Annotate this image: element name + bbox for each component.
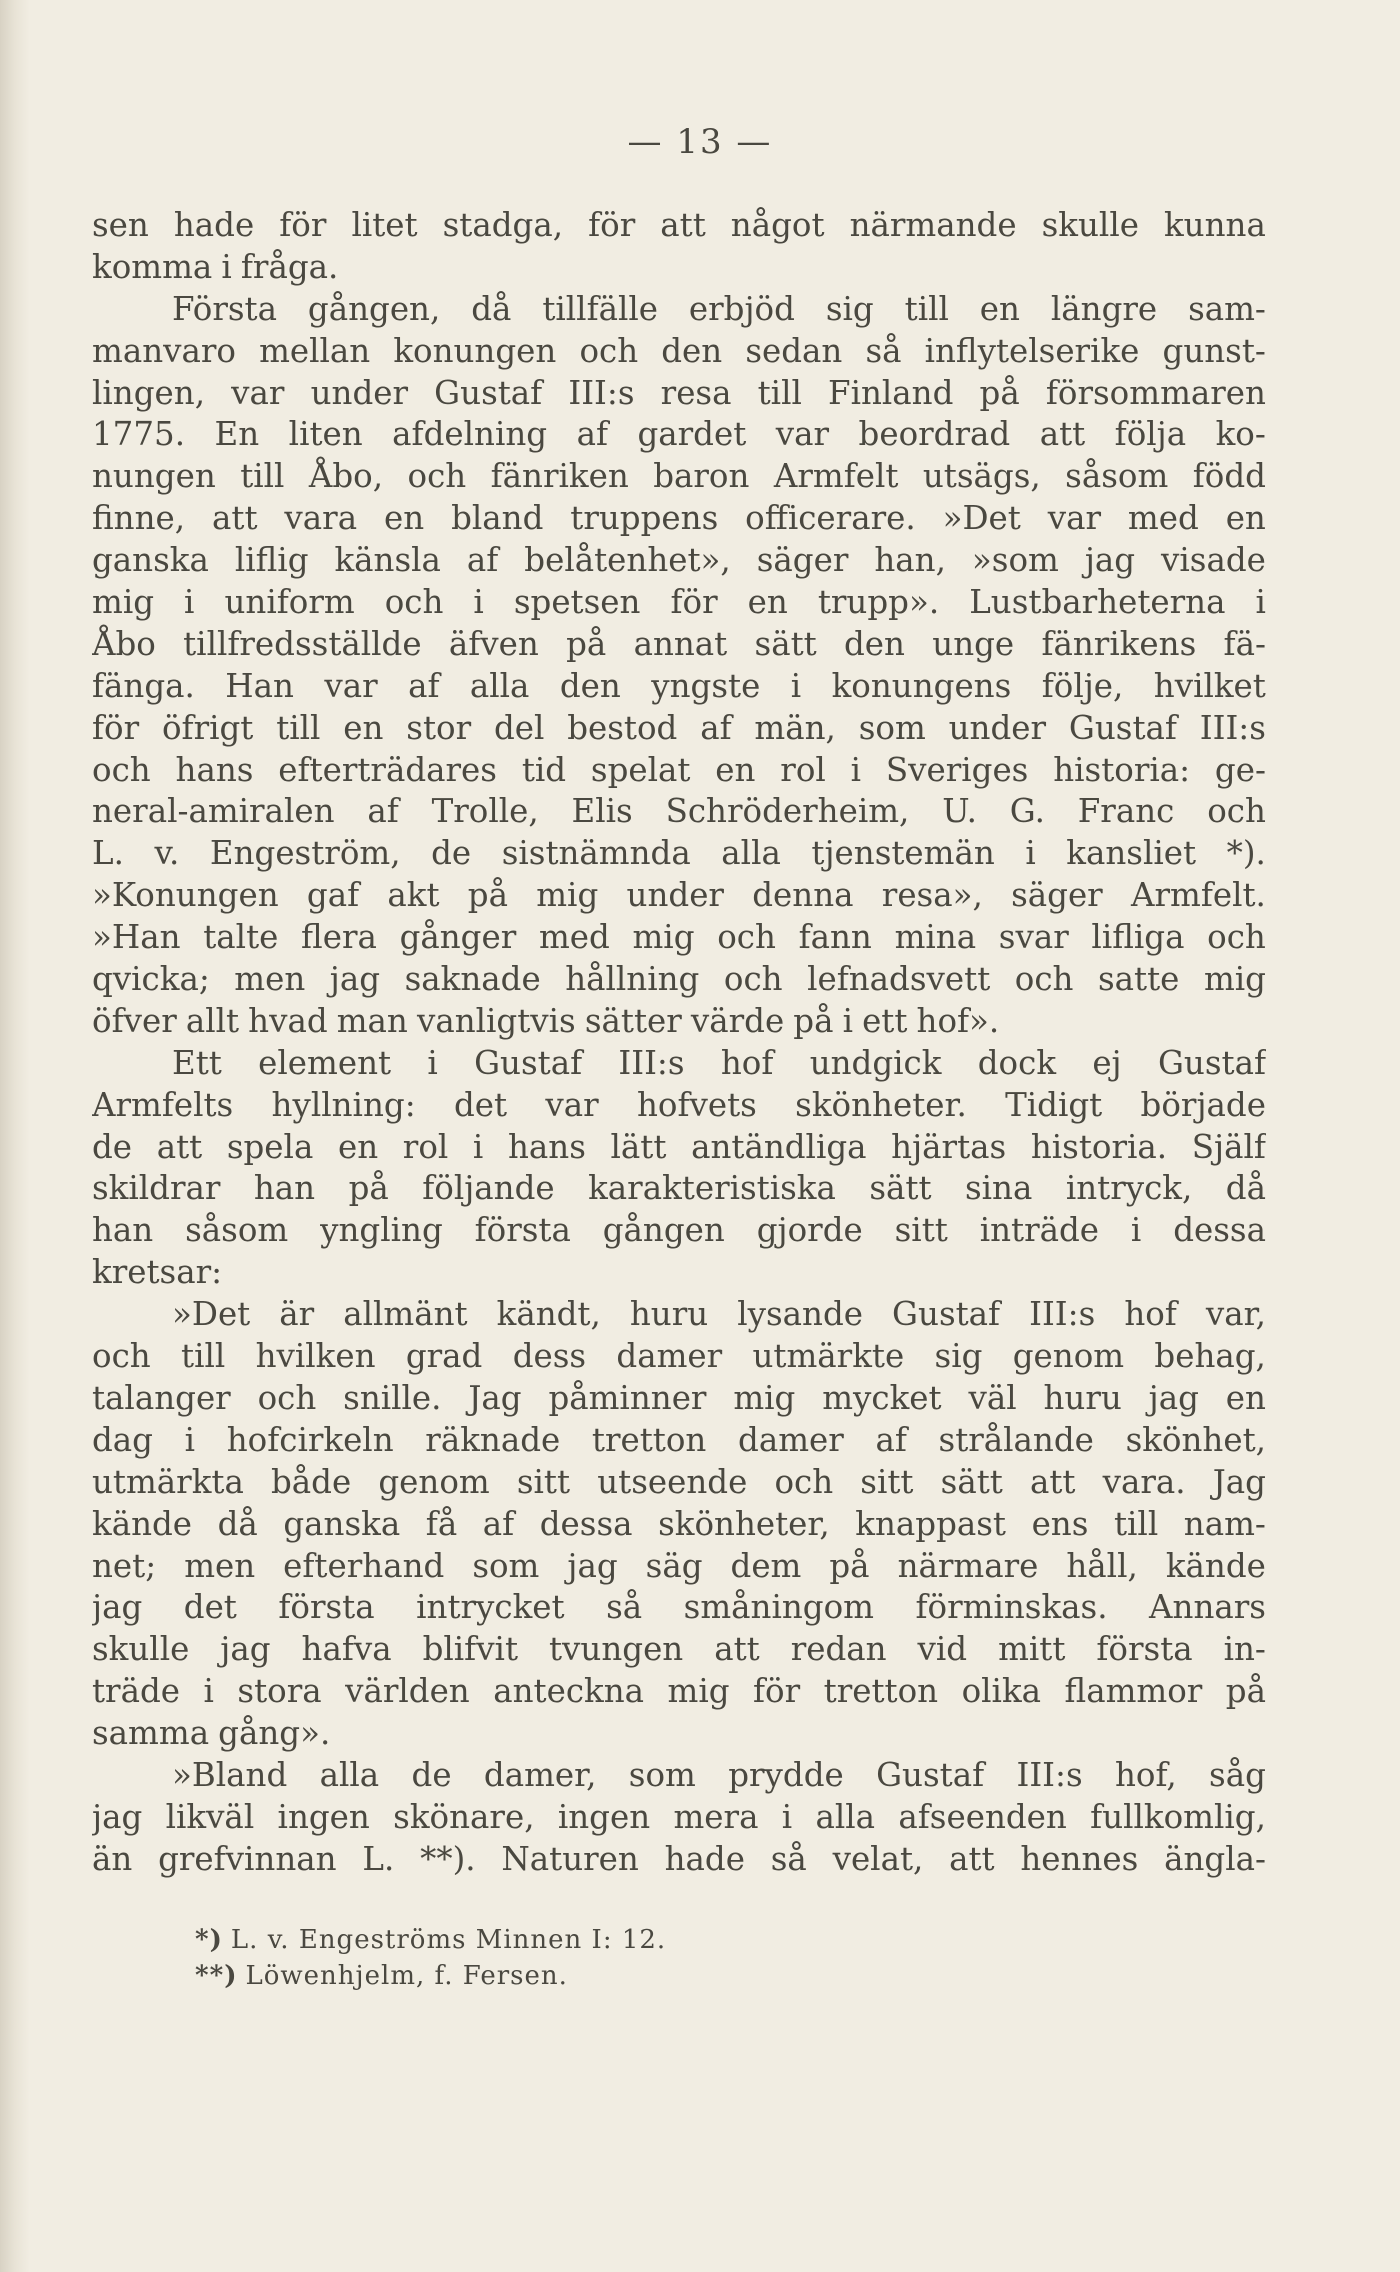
text-line: kretsar:: [92, 1253, 223, 1292]
text-line: jag det första intrycket så småningom förminskas. Annars: [92, 1588, 1266, 1627]
text-line: Åbo tillfredsställde äfven på annat sätt den unge fänrikens fä-: [92, 624, 1266, 663]
text-line: sen hade för litet stadga, för att något närmande skulle kunna: [92, 206, 1266, 244]
text-line: neral-amiralen af Trolle, Elis Schröderheim, U. G. Franc och: [92, 792, 1266, 831]
body-text: [92, 205, 1266, 1881]
text-line: jag likväl ingen skönare, ingen mera i alla afseenden fullkomlig,: [92, 1797, 1266, 1836]
text-line: skulle jag hafva blifvit tvungen att redan vid mitt första in-: [92, 1630, 1266, 1669]
text-line: qvicka; men jag saknade hållning och lefnadsvett och satte mig: [92, 960, 1266, 999]
text-line: utmärkta både genom sitt utseende och sitt sätt att vara. Jag: [92, 1462, 1266, 1501]
paragraph-start-line: Ett element i Gustaf III:s hof undgick dock ej Gustaf: [172, 1043, 1266, 1082]
text-line: L. v. Engeström, de sistnämnda alla tjenstemän i kansliet *).: [92, 834, 1266, 873]
footnotes: [195, 1922, 1095, 1994]
text-line: han såsom yngling första gången gjorde sitt inträde i dessa: [92, 1211, 1266, 1250]
text-line: nungen till Åbo, och fänriken baron Armfelt utsägs, såsom född: [92, 457, 1266, 496]
text-line: dag i hofcirkeln räknade tretton damer af strålande skönhet,: [92, 1420, 1266, 1459]
text-line: »Han talte flera gånger med mig och fann mina svar lifliga och: [92, 918, 1266, 957]
text-line: ganska liflig känsla af belåtenhet», säger han, »som jag visade: [92, 541, 1266, 580]
text-line: finne, att vara en bland truppens officerare. »Det var med en: [92, 499, 1266, 538]
text-line: öfver allt hvad man vanligtvis sätter värde på i ett hof».: [92, 1001, 1000, 1040]
text-line: för öfrigt till en stor del bestod af män, som under Gustaf III:s: [92, 708, 1266, 747]
text-line: kände då ganska få af dessa skönheter, knappast ens till nam-: [92, 1504, 1266, 1543]
text-line: fänga. Han var af alla den yngste i konungens följe, hvilket: [92, 666, 1266, 705]
text-line: 1775. En liten afdelning af gardet var beordrad att följa ko-: [92, 415, 1266, 454]
text-line: och hans efterträdares tid spelat en rol i Sveriges historia: ge-: [92, 750, 1266, 789]
text-line: samma gång».: [92, 1714, 331, 1753]
paragraph-start-line: »Bland alla de damer, som prydde Gustaf III:s hof, såg: [172, 1755, 1266, 1794]
text-line: än grefvinnan L. **). Naturen hade så velat, att hennes ängla-: [92, 1839, 1266, 1878]
text-line: talanger och snille. Jag påminner mig mycket väl huru jag en: [92, 1378, 1266, 1417]
footnote-text: L. v. Engeströms Minnen I: 12.: [230, 1925, 667, 1955]
page-number: — 13 —: [627, 122, 773, 162]
paragraph-start-line: Första gången, då tillfälle erbjöd sig till en längre sam-: [172, 289, 1266, 328]
footnote-mark: *): [195, 1925, 223, 1955]
text-line: manvaro mellan konungen och den sedan så inflytelserike gunst-: [92, 331, 1266, 370]
text-line: skildrar han på följande karakteristiska sätt sina intryck, då: [92, 1169, 1266, 1208]
footnote-mark: **): [195, 1961, 238, 1991]
text-line: net; men efterhand som jag säg dem på närmare håll, kände: [92, 1546, 1266, 1585]
footnote: [195, 1922, 1095, 1958]
text-line: Armfelts hyllning: det var hofvets skönheter. Tidigt började: [92, 1085, 1266, 1124]
paragraph-start-line: »Det är allmänt kändt, huru lysande Gustaf III:s hof var,: [172, 1295, 1266, 1334]
text-line: de att spela en rol i hans lätt antändliga hjärtas historia. Själf: [92, 1127, 1266, 1166]
text-line: träde i stora världen anteckna mig för tretton olika flammor på: [92, 1672, 1266, 1711]
text-line: lingen, var under Gustaf III:s resa till Finland på försommaren: [92, 373, 1266, 412]
footnote-text: Löwenhjelm, f. Fersen.: [245, 1961, 568, 1991]
text-line: »Konungen gaf akt på mig under denna resa», säger Armfelt.: [92, 876, 1266, 915]
text-line: och till hvilken grad dess damer utmärkte sig genom behag,: [92, 1337, 1266, 1376]
text-line: mig i uniform och i spetsen för en trupp». Lustbarheterna i: [92, 583, 1266, 622]
footnote: [195, 1958, 1095, 1994]
text-line: komma i fråga.: [92, 247, 339, 286]
